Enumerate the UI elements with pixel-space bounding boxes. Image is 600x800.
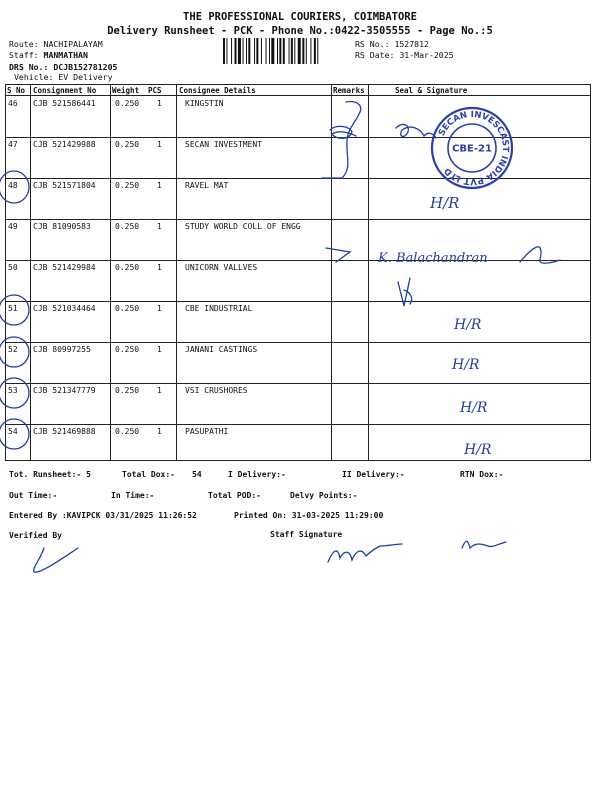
route-value: NACHIPALAYAM bbox=[43, 39, 103, 49]
row-sno: 52 bbox=[8, 345, 18, 354]
row-consignee: STUDY WORLD COLL OF ENGG bbox=[185, 222, 301, 231]
ii-delivery: II Delivery:- bbox=[342, 470, 405, 479]
table-header-border bbox=[5, 95, 591, 96]
out-time: Out Time:- bbox=[9, 491, 58, 500]
entered-by: Entered By :KAVIPCK 03/31/2025 11:26:52 bbox=[9, 511, 197, 520]
row-weight: 0.250 bbox=[115, 181, 140, 190]
row-pcs: 1 bbox=[157, 140, 162, 149]
staff-value: MANMATHAN bbox=[43, 50, 88, 60]
row-weight: 0.250 bbox=[115, 427, 140, 436]
row-consignee: CBE INDUSTRIAL bbox=[185, 304, 253, 313]
stamp-ring-text: SECAN INVESCAST INDIA PVT LTD bbox=[436, 109, 511, 187]
row-consignee: JANANI CASTINGS bbox=[185, 345, 258, 354]
col-header-consignee: Consignee Details bbox=[179, 86, 256, 95]
staff-signature-mark bbox=[328, 544, 402, 562]
verified-by-label: Verified By bbox=[9, 531, 62, 540]
row-consignment: CJB 521571804 bbox=[33, 181, 96, 190]
stamp-center-text: CBE-21 bbox=[452, 143, 492, 155]
rs-date-value: 31-Mar-2025 bbox=[399, 50, 454, 60]
row-divider bbox=[5, 260, 591, 261]
barcode-bar bbox=[283, 38, 285, 64]
barcode-bar bbox=[246, 38, 247, 64]
runsheet-subtitle: Delivery Runsheet - PCK - Phone No.:0422-3505555 - Page No.:5 bbox=[107, 25, 493, 37]
row-consignee: RAVEL MAT bbox=[185, 181, 229, 190]
i-delivery: I Delivery:- bbox=[228, 470, 286, 479]
barcode-bar bbox=[289, 38, 290, 64]
row-pcs: 1 bbox=[157, 304, 162, 313]
rs-date-line bbox=[355, 50, 454, 60]
barcode-bar bbox=[317, 38, 318, 64]
row-sno: 46 bbox=[8, 99, 18, 108]
row-consignee: SECAN INVESTMENT bbox=[185, 140, 263, 149]
row-consignee: KINGSTIN bbox=[185, 99, 224, 108]
total-dox-value: 54 bbox=[192, 470, 202, 479]
row-consignee: VSI CRUSHORES bbox=[185, 386, 248, 395]
col-divider bbox=[368, 84, 369, 461]
col-divider bbox=[30, 84, 31, 461]
row-divider bbox=[5, 424, 591, 425]
table-top-border bbox=[5, 84, 591, 85]
row-consignment: CJB 521586441 bbox=[33, 99, 96, 108]
rs-no-line bbox=[355, 39, 429, 49]
barcode-bar bbox=[248, 38, 250, 64]
barcode-bar bbox=[271, 38, 274, 64]
verified-by-signature bbox=[34, 548, 78, 572]
row-pcs: 1 bbox=[157, 181, 162, 190]
col-header-weight: Weight bbox=[112, 86, 140, 95]
row-divider bbox=[5, 219, 591, 220]
barcode-bar bbox=[226, 38, 227, 64]
rtn-dox: RTN Dox:- bbox=[460, 470, 504, 479]
total-dox-label: Total Dox:- bbox=[122, 470, 175, 479]
row-pcs: 1 bbox=[157, 99, 162, 108]
row-sno: 54 bbox=[8, 427, 18, 436]
row-consignment: CJB 81090583 bbox=[33, 222, 91, 231]
col-header-pcs: PCS bbox=[148, 86, 162, 95]
barcode-bar bbox=[238, 38, 241, 64]
row-divider bbox=[5, 342, 591, 343]
vehicle-line bbox=[14, 72, 113, 82]
barcode-bar bbox=[291, 38, 293, 64]
row-sno: 53 bbox=[8, 386, 18, 395]
row-pcs: 1 bbox=[157, 263, 162, 272]
handwritten-hr-row54: H/R bbox=[464, 442, 492, 458]
barcode-bar bbox=[256, 38, 258, 64]
drs-line bbox=[9, 62, 117, 72]
barcode-bar bbox=[223, 38, 225, 64]
row-pcs: 1 bbox=[157, 222, 162, 231]
barcode-bar bbox=[279, 38, 281, 64]
table-bottom-border bbox=[5, 460, 591, 461]
company-seal-stamp bbox=[430, 106, 514, 190]
row-weight: 0.250 bbox=[115, 99, 140, 108]
barcode-bar bbox=[314, 38, 316, 64]
drs-label: DRS No.: bbox=[9, 62, 49, 72]
row-weight: 0.250 bbox=[115, 222, 140, 231]
row-weight: 0.250 bbox=[115, 345, 140, 354]
barcode-bar bbox=[310, 38, 311, 64]
handwritten-hr-row52: H/R bbox=[452, 357, 480, 373]
row-sno: 49 bbox=[8, 222, 18, 231]
barcode-bar bbox=[277, 38, 278, 64]
staff-signature-initials bbox=[462, 541, 506, 548]
company-title: THE PROFESSIONAL COURIERS, COIMBATORE bbox=[183, 11, 417, 23]
row-sno: 48 bbox=[8, 181, 18, 190]
route-line bbox=[9, 39, 103, 49]
row-consignment: CJB 521429984 bbox=[33, 263, 96, 272]
row-consignment: CJB 521034464 bbox=[33, 304, 96, 313]
drs-value: DCJB152781205 bbox=[53, 62, 118, 72]
col-divider bbox=[176, 84, 177, 461]
row-weight: 0.250 bbox=[115, 386, 140, 395]
rs-no-label: RS No.: bbox=[355, 39, 390, 49]
row-consignment: CJB 80997255 bbox=[33, 345, 91, 354]
delvy-points: Delvy Points:- bbox=[290, 491, 358, 500]
row-sno: 47 bbox=[8, 140, 18, 149]
barcode-bar bbox=[298, 38, 301, 64]
col-header-consignment: Consignment No bbox=[33, 86, 97, 95]
handwritten-name-row49: K. Balachandran bbox=[378, 251, 488, 266]
row-weight: 0.250 bbox=[115, 304, 140, 313]
col-header-seal-signature: Seal & Signature bbox=[395, 86, 468, 95]
tot-runsheet: Tot. Runsheet:- 5 bbox=[9, 470, 91, 479]
vehicle-value: EV Delivery bbox=[58, 72, 113, 82]
barcode-bar bbox=[269, 38, 270, 64]
barcode-bar bbox=[266, 38, 267, 64]
handwritten-hr-row48: H/R bbox=[430, 194, 460, 212]
row-divider bbox=[5, 301, 591, 302]
col-divider bbox=[331, 84, 332, 461]
barcode-bar bbox=[231, 38, 232, 64]
row-consignee: PASUPATHI bbox=[185, 427, 229, 436]
row-consignment: CJB 521429988 bbox=[33, 140, 96, 149]
printed-on: Printed On: 31-03-2025 11:29:00 bbox=[234, 511, 384, 520]
barcode-bar bbox=[294, 38, 295, 64]
row-pcs: 1 bbox=[157, 427, 162, 436]
handwritten-hr-row53: H/R bbox=[460, 400, 488, 416]
col-divider bbox=[5, 84, 6, 461]
row-divider bbox=[5, 383, 591, 384]
barcode-bar bbox=[302, 38, 304, 64]
barcode bbox=[223, 38, 348, 64]
row-sno: 50 bbox=[8, 263, 18, 272]
in-time: In Time:- bbox=[111, 491, 155, 500]
barcode-bar bbox=[243, 38, 244, 64]
vehicle-label: Vehicle: bbox=[14, 72, 54, 82]
staff-label: Staff: bbox=[9, 50, 39, 60]
barcode-bar bbox=[306, 38, 307, 64]
col-header-remarks: Remarks bbox=[333, 86, 365, 95]
total-pod: Total POD:- bbox=[208, 491, 261, 500]
row-consignee: UNICORN VALLVES bbox=[185, 263, 258, 272]
row-consignment: CJB 521347779 bbox=[33, 386, 96, 395]
row-sno: 51 bbox=[8, 304, 18, 313]
col-divider bbox=[590, 84, 591, 461]
rs-no-value: 1527812 bbox=[394, 39, 429, 49]
barcode-bar bbox=[261, 38, 262, 64]
col-divider bbox=[110, 84, 111, 461]
row-weight: 0.250 bbox=[115, 140, 140, 149]
staff-line bbox=[9, 50, 88, 60]
handwritten-hr-row51: H/R bbox=[454, 317, 482, 333]
row-consignment: CJB 521469888 bbox=[33, 427, 96, 436]
staff-signature-label: Staff Signature bbox=[270, 530, 343, 539]
row-weight: 0.250 bbox=[115, 263, 140, 272]
row-pcs: 1 bbox=[157, 386, 162, 395]
route-label: Route: bbox=[9, 39, 39, 49]
col-header-sno: S No bbox=[7, 86, 26, 95]
rs-date-label: RS Date: bbox=[355, 50, 395, 60]
barcode-bar bbox=[254, 38, 255, 64]
row-pcs: 1 bbox=[157, 345, 162, 354]
barcode-bar bbox=[235, 38, 237, 64]
